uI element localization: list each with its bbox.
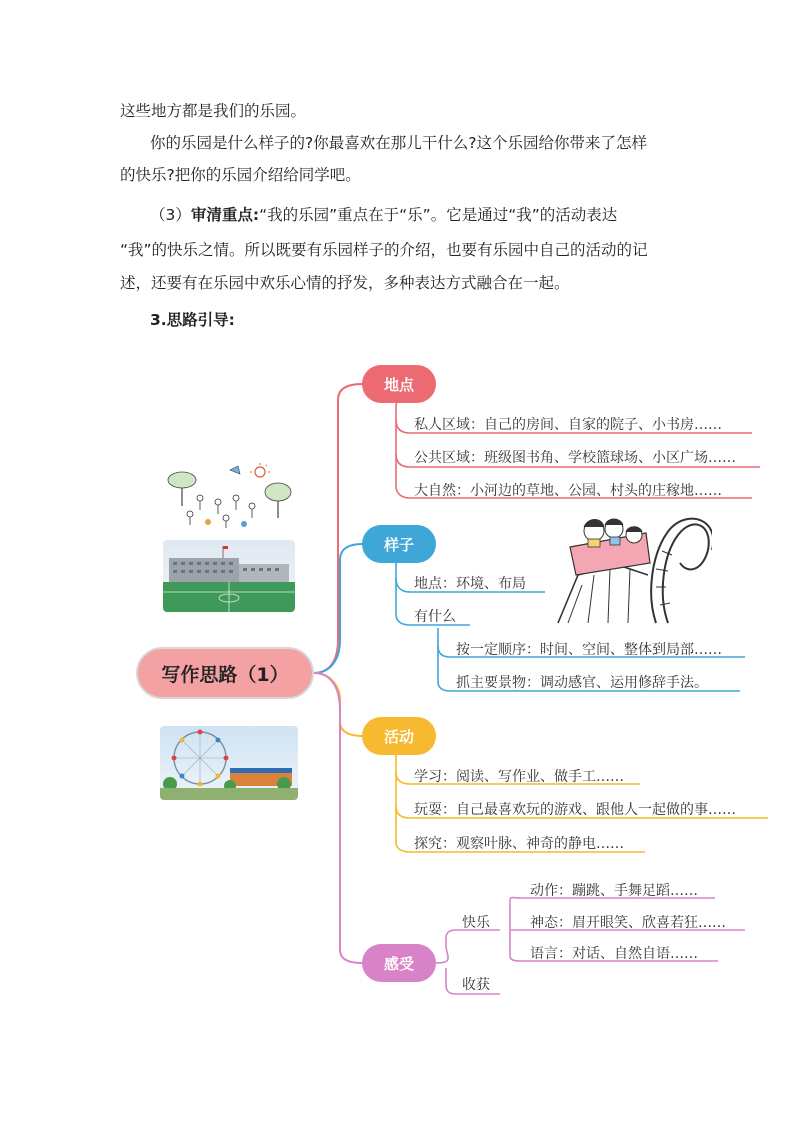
focus-heading: 审清重点: [190,206,260,224]
happy-item-2: 神态：眉开眼笑、欣喜若狂…… [530,915,726,931]
text-line-6: 述，还要有在乐园中欢乐心情的抒发，多种表达方式融合在一起。 [120,274,570,292]
roller-coaster-illustration [548,505,712,627]
item-number: （3） [150,206,191,224]
activity-item-1: 学习：阅读、写作业、做手工…… [414,769,624,785]
feeling-happy: 快乐 [462,915,490,931]
text-line-3: 的快乐?把你的乐园介绍给同学吧。 [120,166,361,184]
text-line-5: “我”的快乐之情。所以既要有乐园样子的介绍，也要有乐园中自己的活动的记 [120,241,648,259]
happy-item-1: 动作：蹦跳、手舞足蹈…… [530,883,698,899]
look-item-1: 地点：环境、布局 [414,576,526,592]
feeling-bracket [436,930,500,963]
children-playing-illustration [160,462,296,530]
focus-text: “我的乐园”重点在于“乐”。它是通过“我”的活动表达 [259,206,618,224]
place-item-1: 私人区域：自己的房间、自家的院子、小书房…… [414,417,722,433]
text-line-1: 这些地方都是我们的乐园。 [120,102,307,120]
look-sub-item-1: 按一定顺序：时间、空间、整体到局部…… [456,642,722,658]
look-sub-bracket [438,628,450,691]
connector-place [314,384,362,673]
place-item-2: 公共区域：班级图书角、学校篮球场、小区广场…… [414,450,736,466]
connector-feeling [314,673,362,963]
node-place: 地点 [362,365,436,403]
text-line-2: 你的乐园是什么样子的?你最喜欢在那儿干什么?这个乐园给你带来了怎样 [150,134,647,152]
place-item-3: 大自然：小河边的草地、公园、村头的庄稼地…… [414,483,722,499]
connector-activity [314,673,362,736]
center-node: 写作思路（1） [136,647,314,699]
activity-item-2: 玩耍：自己最喜欢玩的游戏、跟他人一起做的事…… [414,802,736,818]
feeling-gain: 收获 [462,977,490,993]
section-title: 3.思路引导: [150,311,235,329]
node-activity: 活动 [362,717,436,755]
look-sub-item-2: 抓主要景物：调动感官、运用修辞手法。 [456,675,708,691]
look-item-2: 有什么 [414,609,456,625]
happy-item-3: 语言：对话、自然自语…… [530,946,698,962]
amusement-park-photo [160,726,298,800]
school-photo [163,540,295,612]
node-look: 样子 [362,525,436,563]
activity-item-3: 探究：观察叶脉、神奇的静电…… [414,836,624,852]
node-feeling: 感受 [362,944,436,982]
